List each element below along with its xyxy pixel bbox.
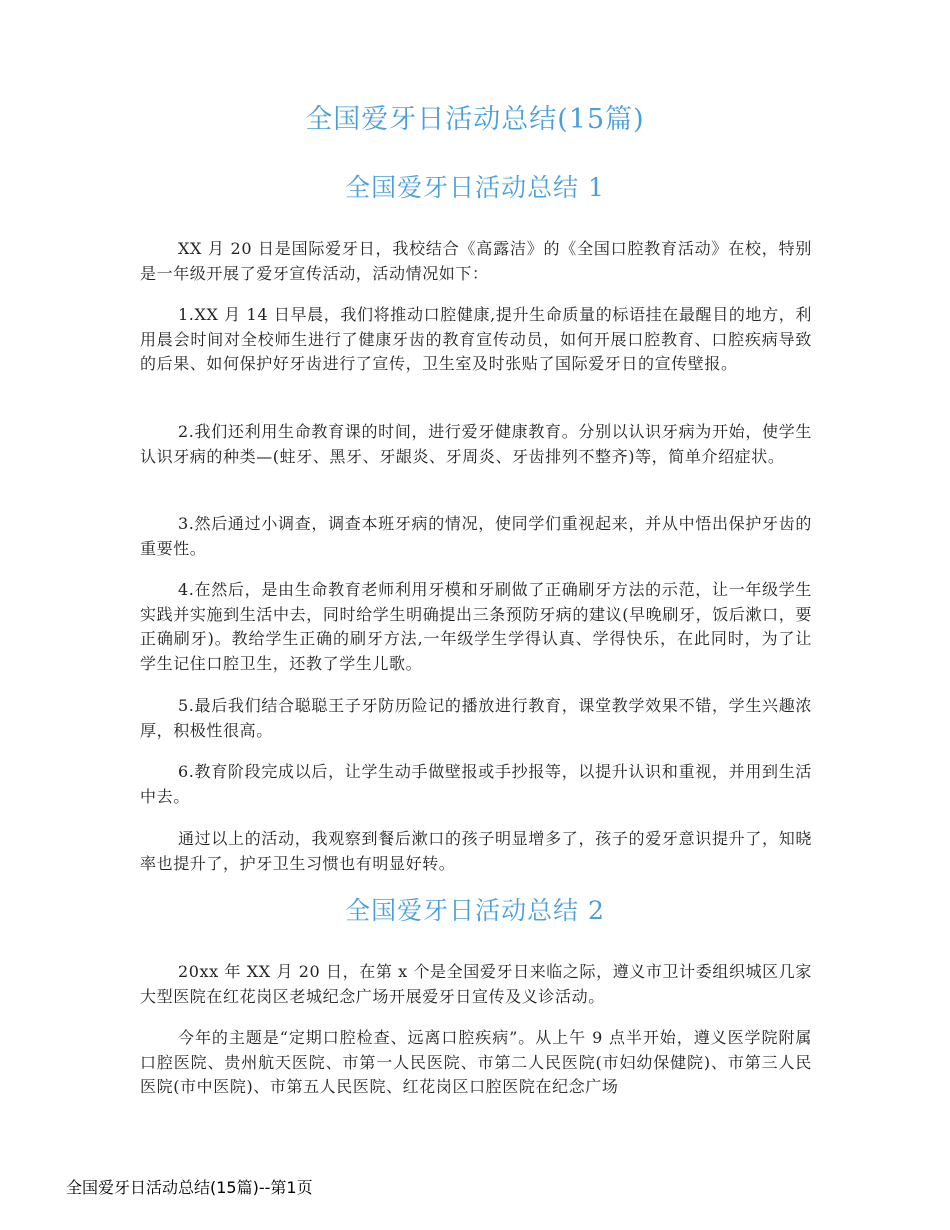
paragraph: 4.在然后，是由生命教育老师利用牙模和牙刷做了正确刷牙方法的示范，让一年级学生实践并实施到生活中去，同时给学生明确提出三条预防牙病的建议(早晚刷牙，饭后漱口，要正确刷牙)。教给学生正确的刷牙方法,一年级学生学得认真、学得快乐，在此同时，为了让学生记住口腔卫生，还教了学生儿歌。 bbox=[140, 580, 812, 673]
document-title: 全国爱牙日活动总结(15篇) bbox=[305, 104, 645, 135]
paragraph: 通过以上的活动，我观察到餐后漱口的孩子明显增多了，孩子的爱牙意识提升了，知晓率也提升了，护牙卫生习惯也有明显好转。 bbox=[140, 829, 812, 873]
paragraph: 1.XX 月 14 日早晨，我们将推动口腔健康,提升生命质量的标语挂在最醒目的地方，利用晨会时间对全校师生进行了健康牙齿的教育宣传动员，如何开展口腔教育、口腔疾病导致的后果、如何保护好牙齿进行了宣传，卫生室及时张贴了国际爱牙日的宣传壁报。 bbox=[140, 305, 812, 373]
paragraph: 6.教育阶段完成以后，让学生动手做壁报或手抄报等，以提升认识和重视，并用到生活中去。 bbox=[140, 762, 812, 806]
paragraph: 3.然后通过小调查，调查本班牙病的情况，使同学们重视起来，并从中悟出保护牙齿的重要性。 bbox=[140, 514, 812, 558]
section-heading-2: 全国爱牙日活动总结 2 bbox=[345, 896, 605, 925]
section-heading-1: 全国爱牙日活动总结 1 bbox=[345, 173, 605, 202]
paragraph: 今年的主题是“定期口腔检查、远离口腔疾病”。从上午 9 点半开始，遵义医学院附属口腔医院、贵州航天医院、市第一人民医院、市第二人民医院(市妇幼保健院)、市第三人民医院(市中医院)、市第五人民医院、红花岗区口腔医院在纪念广场 bbox=[140, 1028, 812, 1096]
paragraph: 5.最后我们结合聪聪王子牙防历险记的播放进行教育，课堂教学效果不错，学生兴趣浓厚，积极性很高。 bbox=[140, 696, 812, 740]
paragraph: XX 月 20 日是国际爱牙日，我校结合《高露洁》的《全国口腔教育活动》在校，特别是一年级开展了爱牙宣传活动，活动情况如下： bbox=[140, 239, 812, 283]
paragraph: 20xx 年 XX 月 20 日，在第 x 个是全国爱牙日来临之际，遵义市卫计委组织城区几家大型医院在红花岗区老城纪念广场开展爱牙日宣传及义诊活动。 bbox=[140, 962, 812, 1006]
paragraph: 2.我们还利用生命教育课的时间，进行爱牙健康教育。分别以认识牙病为开始，使学生认识牙病的种类—(蛀牙、黑牙、牙龈炎、牙周炎、牙齿排列不整齐)等，简单介绍症状。 bbox=[140, 422, 812, 466]
page-footer: 全国爱牙日活动总结(15篇)--第1页 bbox=[66, 1178, 313, 1197]
